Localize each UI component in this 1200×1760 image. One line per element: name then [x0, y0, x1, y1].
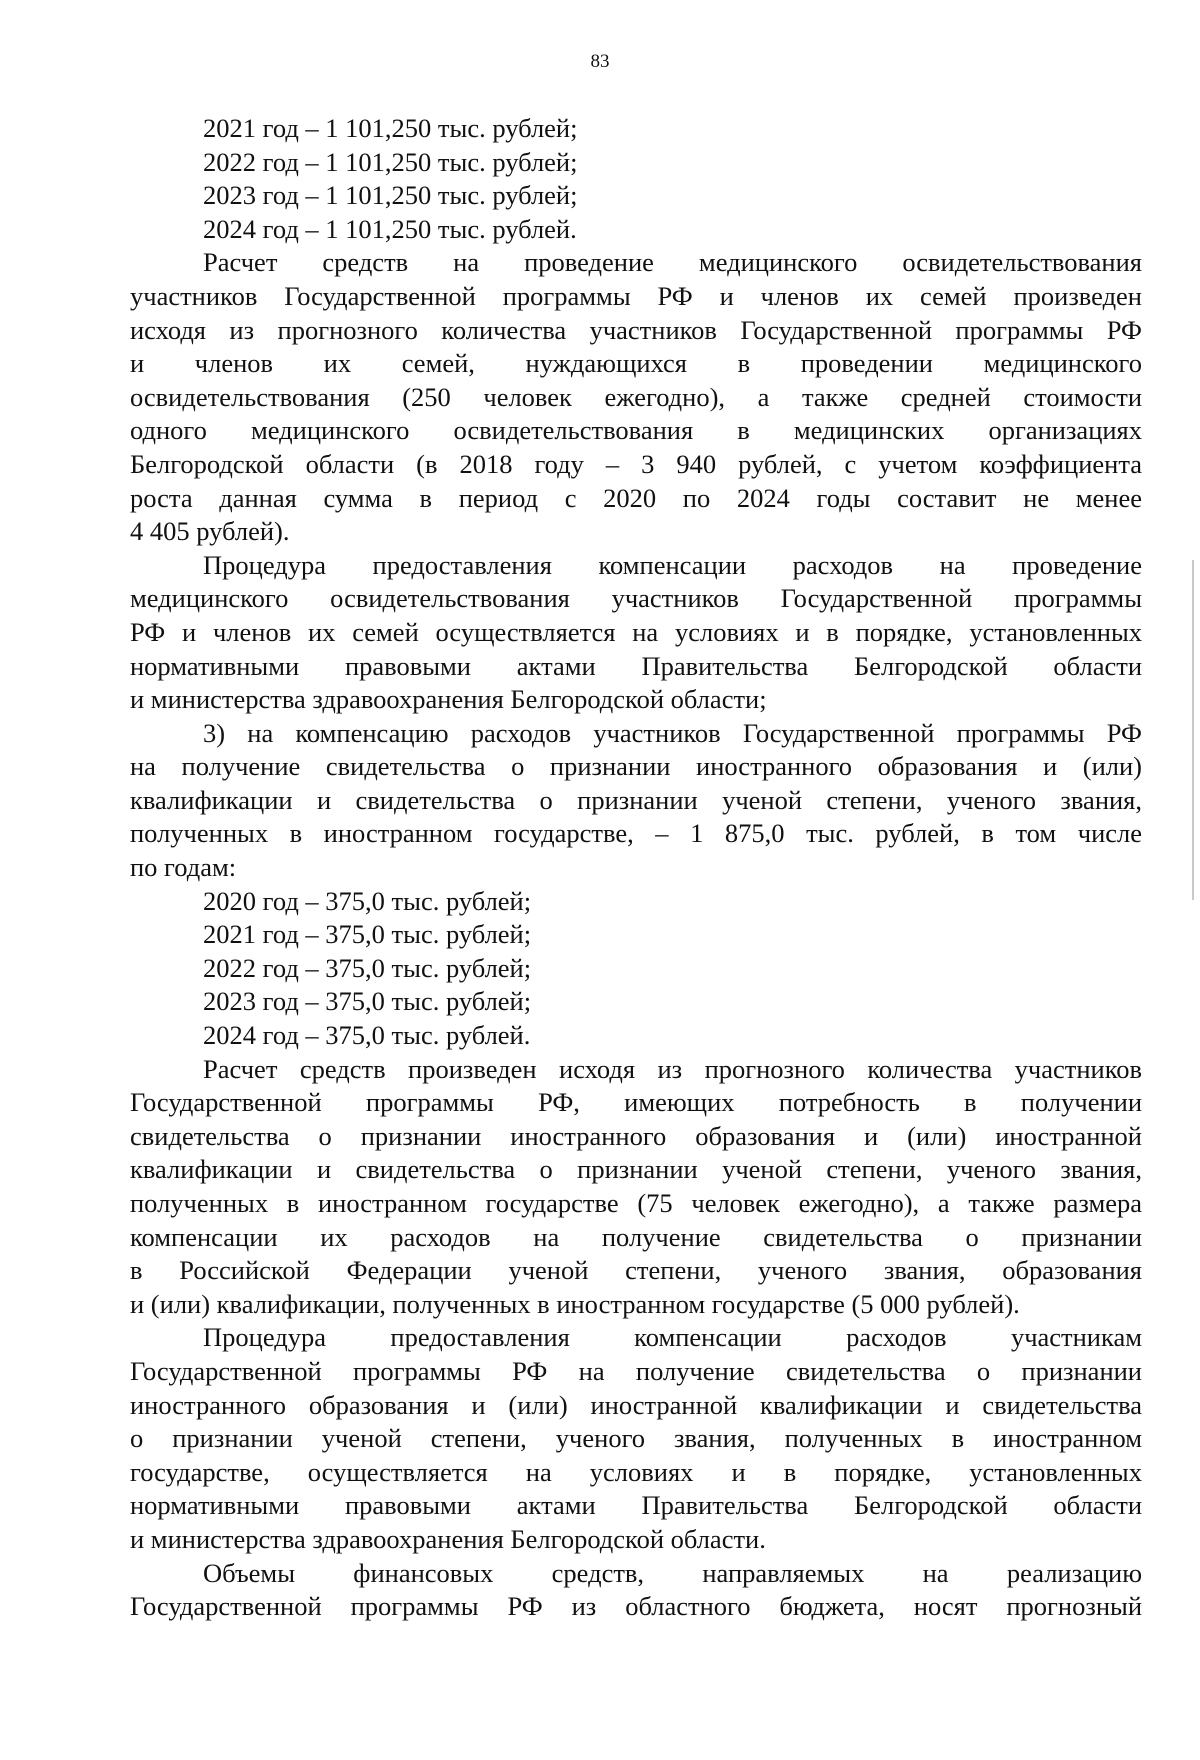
text-line: 2020 год – 375,0 тыс. рублей; — [203, 885, 532, 916]
text-line: медицинского освидетельствования участников Государственной программы — [130, 583, 1142, 614]
text-line: 2021 год – 375,0 тыс. рублей; — [203, 919, 532, 950]
text-line: и министерства здравоохранения Белгородской области; — [130, 684, 767, 715]
text-line: свидетельства о признании иностранного образования и (или) иностранной — [130, 1120, 1142, 1151]
text-line: 2022 год – 1 101,250 тыс. рублей; — [203, 146, 578, 177]
text-line: 2022 год – 375,0 тыс. рублей; — [203, 952, 532, 983]
text-line: Процедура предоставления компенсации расходов на проведение — [203, 549, 1142, 580]
text-line: 4 405 рублей). — [130, 516, 290, 547]
text-line: 2023 год – 1 101,250 тыс. рублей; — [203, 180, 578, 211]
text-line: Государственной программы РФ на получение свидетельства о признании — [130, 1355, 1142, 1386]
text-line: участников Государственной программы РФ и членов их семей произведен — [130, 280, 1142, 311]
text-line: 2024 год – 375,0 тыс. рублей. — [203, 1020, 531, 1051]
text-line: по годам: — [130, 852, 237, 883]
text-line: квалификации и свидетельства о признании ученой степени, ученого звания, — [130, 1154, 1142, 1185]
text-line: полученных в иностранном государстве, – 1 875,0 тыс. рублей, в том числе — [130, 818, 1142, 849]
text-line: о признании ученой степени, ученого звания, полученных в иностранном — [130, 1423, 1142, 1454]
text-line: и министерства здравоохранения Белгородской области. — [130, 1523, 766, 1554]
text-line: нормативными правовыми актами Правительства Белгородской области — [130, 650, 1142, 681]
text-line: Процедура предоставления компенсации расходов участникам — [203, 1322, 1142, 1353]
text-line: квалификации и свидетельства о признании ученой степени, ученого звания, — [130, 784, 1142, 815]
scan-edge-mark — [1192, 560, 1194, 900]
text-line: 2021 год – 1 101,250 тыс. рублей; — [203, 113, 578, 143]
text-line: одного медицинского освидетельствования в медицинских организациях — [130, 415, 1142, 446]
text-line: РФ и членов их семей осуществляется на условиях и в порядке, установленных — [130, 616, 1142, 647]
text-line: компенсации их расходов на получение свидетельства о признании — [130, 1221, 1142, 1252]
text-line: Белгородской области (в 2018 году – 3 940 рублей, с учетом коэффициента — [130, 448, 1142, 479]
text-line: Объемы финансовых средств, направляемых на реализацию — [203, 1557, 1142, 1588]
text-line: 2023 год – 375,0 тыс. рублей; — [203, 986, 532, 1017]
text-line: Расчет средств на проведение медицинского освидетельствования — [203, 247, 1142, 278]
text-line: иностранного образования и (или) иностранной квалификации и свидетельства — [130, 1389, 1142, 1420]
text-line: и (или) квалификации, полученных в иностранном государстве (5 000 рублей). — [130, 1288, 1020, 1319]
text-line: полученных в иностранном государстве (75 человек ежегодно), а также размера — [130, 1188, 1142, 1218]
text-line: и членов их семей, нуждающихся в проведении медицинского — [130, 348, 1142, 379]
body-text — [130, 112, 1142, 1624]
text-line: 3) на компенсацию расходов участников Государственной программы РФ — [203, 717, 1142, 748]
page-number: 83 — [590, 51, 610, 72]
text-line: Расчет средств произведен исходя из прогнозного количества участников — [203, 1053, 1142, 1084]
text-line: роста данная сумма в период с 2020 по 2024 годы составит не менее — [130, 482, 1142, 513]
text-line: нормативными правовыми актами Правительства Белгородской области — [130, 1490, 1142, 1521]
text-line: 2024 год – 1 101,250 тыс. рублей. — [203, 213, 577, 244]
text-line: освидетельствования (250 человек ежегодно), а также средней стоимости — [130, 381, 1142, 412]
text-line: на получение свидетельства о признании иностранного образования и (или) — [130, 751, 1142, 782]
text-line: исходя из прогнозного количества участников Государственной программы РФ — [130, 314, 1142, 345]
text-line: Государственной программы РФ из областного бюджета, носят прогнозный — [130, 1591, 1142, 1622]
text-line: Государственной программы РФ, имеющих потребность в получении — [130, 1087, 1142, 1118]
text-line: государстве, осуществляется на условиях и в порядке, установленных — [130, 1456, 1142, 1487]
text-line: в Российской Федерации ученой степени, ученого звания, образования — [130, 1255, 1142, 1286]
